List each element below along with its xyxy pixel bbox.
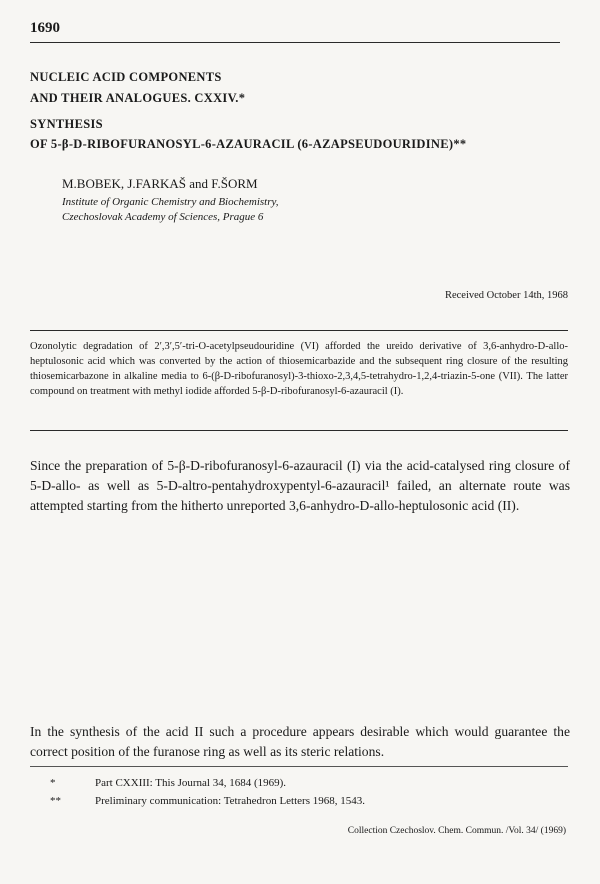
abstract: Ozonolytic degradation of 2′,3′,5′-tri-O-acetylpseudouridine (VI) afforded the ureido derivative of 3,6-anhydro-D-allo-heptulosonic acid which was converted by the action of thiosemicarbazide and the subsequent ring closure of the resulting thiosemicarbazone in alkaline media to 6-(β-D-ribofuranosyl)-3-thioxo-2,3,4,5-tetrahydro-1,2,4-triazin-5-one (VII). The latter compound on treatment with methyl iodide afforded 5-β-D-ribofuranosyl-6-azauracil (I). xyxy=(30,341,568,397)
journal-footer: Collection Czechoslov. Chem. Commun. /Vol. 34/ (1969) xyxy=(347,826,566,836)
header-rule xyxy=(30,42,560,43)
abstract-bottom-rule xyxy=(30,430,568,431)
chemical-structures xyxy=(0,555,600,705)
authors: M.BOBEK, J.FARKAŠ and F.ŠORM xyxy=(62,176,258,191)
page-number: 1690 xyxy=(30,20,60,36)
affiliation-line-2: Czechoslovak Academy of Sciences, Prague 6 xyxy=(62,211,264,223)
title-line-4: OF 5-β-D-RIBOFURANOSYL-6-AZAURACIL (6-AZAPSEUDOURIDINE)** xyxy=(30,137,467,151)
paragraph-1: Since the preparation of 5-β-D-ribofuranosyl-6-azauracil (I) via the acid-catalysed ring closure of 5-D-allo- as well as 5-D-altro-pentahydroxypentyl-6-azauracil¹ failed, an alternate route was attempted starting from the hitherto unreported 3,6-anhydro-D-allo-heptulosonic acid (II). xyxy=(30,458,570,513)
title-line-1: NUCLEIC ACID COMPONENTS xyxy=(30,70,222,84)
footnote-1-text: Part CXXIII: This Journal 34, 1684 (1969). xyxy=(95,777,287,789)
paragraph-2: In the synthesis of the acid II such a procedure appears desirable which would guarantee the correct position of the furanose ring as well as its steric relations. xyxy=(30,724,570,759)
received-date: Received October 14th, 1968 xyxy=(444,290,568,301)
abstract-top-rule xyxy=(30,330,568,331)
footnote-2-text: Preliminary communication: Tetrahedron Letters 1968, 1543. xyxy=(95,795,365,807)
title-line-2: AND THEIR ANALOGUES. CXXIV.* xyxy=(30,91,246,105)
footnote-2-mark: ** xyxy=(50,795,61,807)
affiliation-line-1: Institute of Organic Chemistry and Biochemistry, xyxy=(62,196,279,208)
footnote-1-mark: * xyxy=(50,777,56,789)
footnote-rule xyxy=(30,766,568,767)
title-line-3: SYNTHESIS xyxy=(30,117,103,131)
